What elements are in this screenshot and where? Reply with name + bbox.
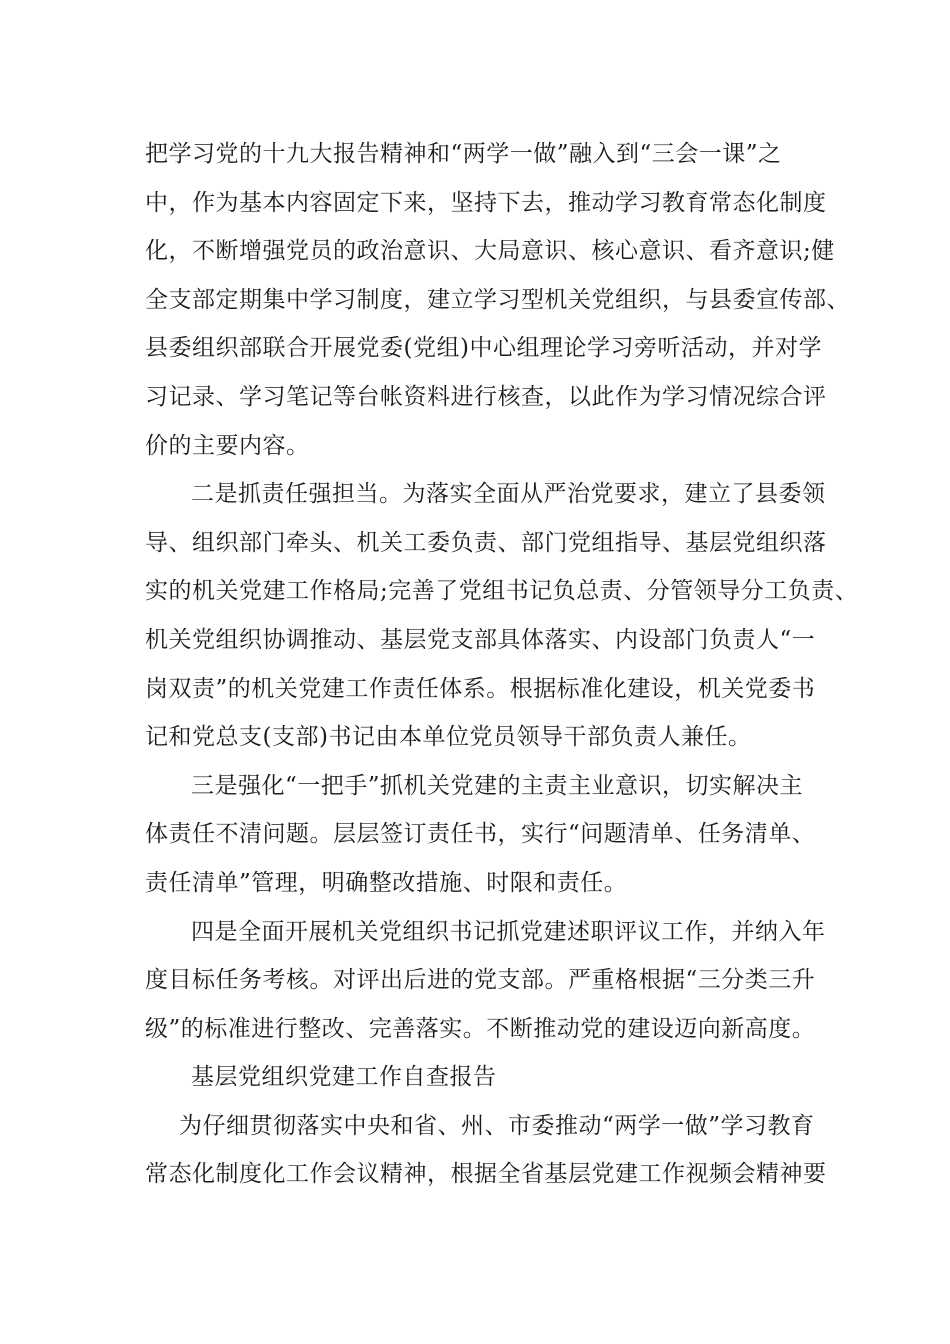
text-line: 导、组织部门牵头、机关工委负责、部门党组指导、基层党组织落 <box>145 529 827 556</box>
text-line: 体责任不清问题。层层签订责任书，实行“问题清单、任务清单、 <box>145 821 816 848</box>
text-line: 实的机关党建工作格局;完善了党组书记负总责、分管领导分工负责、 <box>145 578 859 605</box>
text-line: 县委组织部联合开展党委(党组)中心组理论学习旁听活动，并对学 <box>145 335 822 362</box>
paragraph-leader-duty <box>145 762 825 908</box>
text-line: 机关党组织协调推动、基层党支部具体落实、内设部门负责人“一 <box>145 626 816 653</box>
section-title: 基层党组织党建工作自查报告 <box>191 1064 497 1091</box>
document-body <box>145 130 859 1199</box>
text-line: 责任清单”管理，明确整改措施、时限和责任。 <box>145 869 628 896</box>
text-line: 化，不断增强党员的政治意识、大局意识、核心意识、看齐意识;健 <box>145 238 835 265</box>
text-line: 度目标任务考核。对评出后进的党支部。严重格根据“三分类三升 <box>145 967 816 994</box>
paragraph-intro <box>145 1102 825 1199</box>
text-line: 岗双责”的机关党建工作责任体系。根据标准化建设，机关党委书 <box>145 675 816 702</box>
text-line: 记和党总支(支部)书记由本单位党员领导干部负责人兼任。 <box>145 724 752 751</box>
text-line: 三是强化“一把手”抓机关党建的主责主业意识，切实解决主 <box>191 772 804 799</box>
text-line: 常态化制度化工作会议精神，根据全省基层党建工作视频会精神要 <box>145 1161 827 1188</box>
text-line: 全支部定期集中学习制度，建立学习型机关党组织，与县委宣传部、 <box>145 286 850 313</box>
text-line: 二是抓责任强担当。为落实全面从严治党要求，建立了县委领 <box>191 481 826 508</box>
text-line: 中，作为基本内容固定下来，坚持下去，推动学习教育常态化制度 <box>145 189 827 216</box>
text-line: 把学习党的十九大报告精神和“两学一做”融入到“三会一课”之 <box>145 141 782 167</box>
paragraph-study-system <box>145 130 850 470</box>
text-line: 级”的标准进行整改、完善落实。不断推动党的建设迈向新高度。 <box>145 1015 816 1042</box>
text-line: 为仔细贯彻落实中央和省、州、市委推动“两学一做”学习教育 <box>179 1112 815 1139</box>
text-line: 四是全面开展机关党组织书记抓党建述职评议工作，并纳入年 <box>191 918 826 945</box>
paragraph-review <box>145 908 825 1054</box>
text-line: 习记录、学习笔记等台帐资料进行核查，以此作为学习情况综合评 <box>145 383 827 410</box>
paragraph-responsibility <box>145 470 859 762</box>
text-line: 价的主要内容。 <box>145 432 310 459</box>
